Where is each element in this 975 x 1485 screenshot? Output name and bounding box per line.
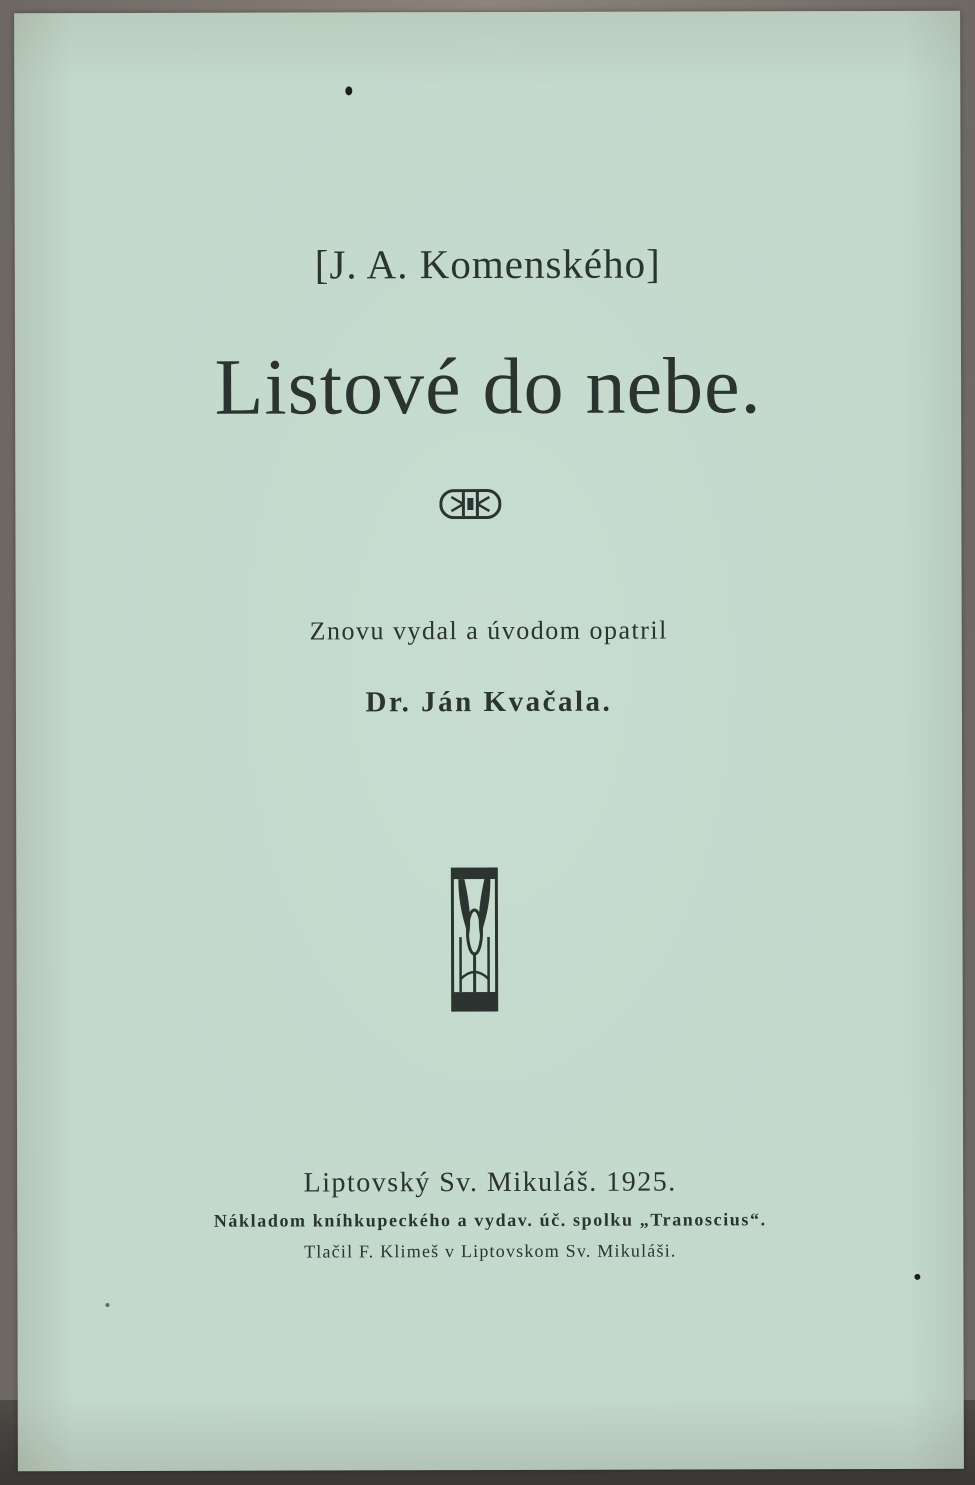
author-line: [J. A. Komenského] (314, 240, 661, 288)
ink-speck (345, 86, 352, 95)
book-title: Listové do nebe. (214, 342, 762, 432)
ink-speck (105, 1303, 109, 1307)
vignette-icon (439, 489, 501, 519)
book-cover (14, 11, 964, 1471)
editor-name: Dr. Ján Kvačala. (365, 685, 613, 719)
place-and-year: Liptovský Sv. Mikuláš. 1925. (303, 1166, 677, 1199)
printer-line: Tlačil F. Klimeš v Liptovskom Sv. Mikuláši. (304, 1240, 677, 1262)
column-ornament-icon (450, 867, 498, 1012)
editor-credit-line: Znovu vydal a úvodom opatril (309, 615, 668, 646)
publisher-line: Nákladom kníhkupeckého a vydav. úč. spolku „Tranoscius“. (213, 1209, 767, 1231)
ink-speck (914, 1274, 920, 1280)
